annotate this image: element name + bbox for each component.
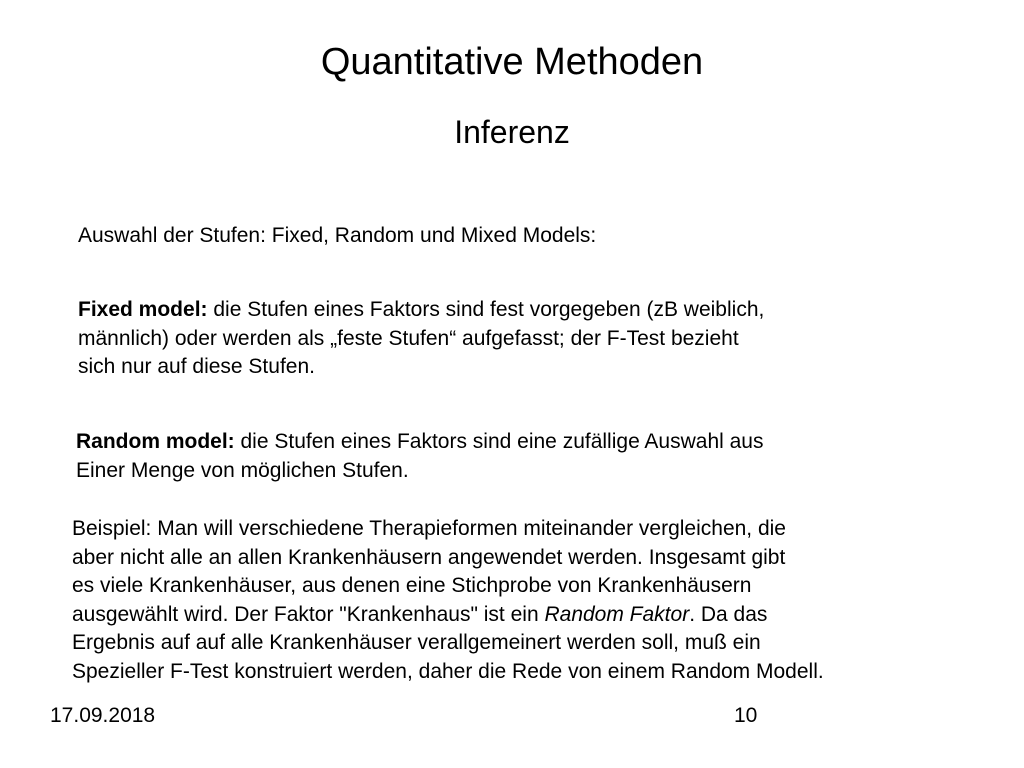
random-model-line-1 (76, 428, 764, 457)
example-line-6: Spezieller F-Test konstruiert werden, daher die Rede von einem Random Modell. (72, 659, 824, 683)
example-paragraph (72, 515, 824, 686)
example-line-5: Ergebnis auf auf alle Krankenhäuser verallgemeinert werden soll, muß ein (72, 631, 761, 654)
example-line-4-before: ausgewählt wird. Der Faktor "Krankenhaus" ist ein (72, 602, 545, 626)
example-line-4 (72, 601, 824, 630)
fixed-model-text-1: die Stufen eines Faktors sind fest vorgegeben (zB weiblich, (207, 298, 765, 321)
random-model-line-2: Einer Menge von möglichen Stufen. (76, 458, 409, 482)
fixed-model-line-1 (78, 296, 764, 325)
example-line-4-after: . Da das (689, 602, 768, 626)
fixed-model-line-2: männlich) oder werden als „feste Stufen“ aufgefasst; der F-Test bezieht (78, 326, 739, 350)
example-line-1: Beispiel: Man will verschiedene Therapieformen miteinander vergleichen, die (72, 517, 786, 540)
slide-title: Quantitative Methoden (320, 41, 704, 83)
fixed-model-paragraph (78, 296, 764, 382)
random-model-text-1: die Stufen eines Faktors sind eine zufällige Auswahl aus (234, 430, 764, 453)
fixed-model-label: Fixed model: (78, 298, 208, 321)
slide-subtitle: Inferenz (454, 114, 570, 150)
footer-page-number: 10 (734, 704, 758, 727)
example-line-2: aber nicht alle an allen Krankenhäusern angewendet werden. Insgesamt gibt (72, 545, 786, 569)
random-model-label: Random model: (76, 430, 235, 453)
random-model-paragraph (76, 428, 764, 485)
example-line-3: es viele Krankenhäuser, aus denen eine Stichprobe von Krankenhäusern (72, 574, 752, 597)
fixed-model-line-3: sich nur auf diese Stufen. (78, 355, 315, 378)
footer-date: 17.09.2018 (50, 704, 156, 727)
random-faktor-term: Random Faktor (544, 602, 690, 626)
intro-text: Auswahl der Stufen: Fixed, Random und Mixed Models: (78, 224, 597, 247)
